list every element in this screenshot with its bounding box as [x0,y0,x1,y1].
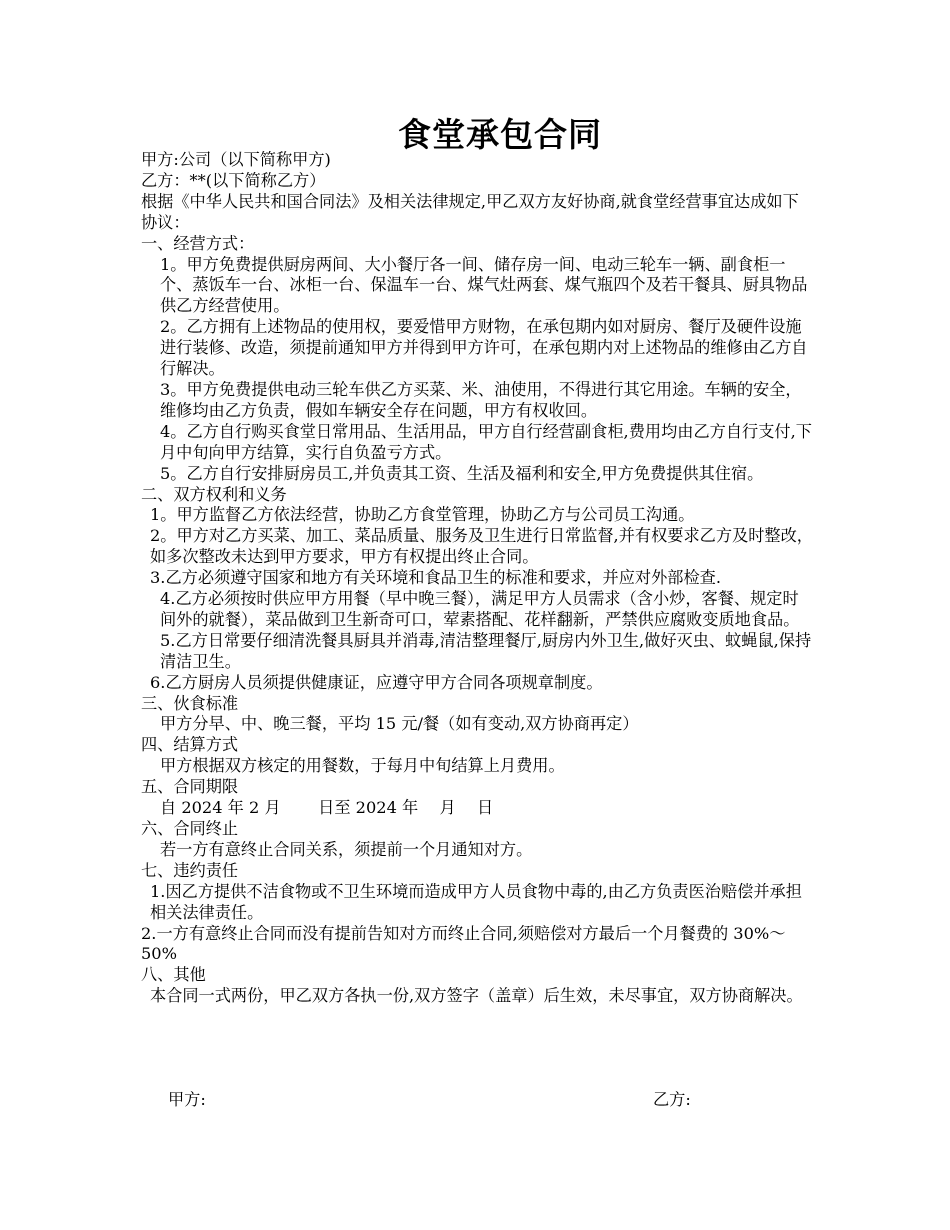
clause: 本合同一式两份，甲乙双方各执一份,双方签字（盖章）后生效，未尽事宜，双方协商解决。 [150,986,803,1006]
clause: 4.乙方必须按时供应甲方用餐（早中晚三餐），满足甲方人员需求（含小炒，客餐、规定时间外的就餐），菜品做到卫生新奇可口，荤素搭配、花样翻新，严禁供应腐败变质地食品。 [160,589,800,629]
party-a-line: 甲方:公司（以下简称甲方) [141,150,331,169]
section-heading: 五、合同期限 [141,777,239,797]
clause: 甲方根据双方核定的用餐数，于每月中旬结算上月费用。 [160,756,565,776]
clause: 6.乙方厨房人员须提供健康证，应遵守甲方合同各项规章制度。 [150,672,603,692]
section-heading: 二、双方权利和义务 [141,484,287,504]
clause: 5.乙方日常要仔细清洗餐具厨具并消毒,清洁整理餐厅,厨房内外卫生,做好灭虫、蚊蝇鼠,保持清洁卫生。 [160,630,812,671]
clause: 若一方有意终止合同关系，须提前一个月通知对方。 [160,839,533,859]
section-heading: 八、其他 [141,965,206,985]
clause: 1。甲方监督乙方依法经营，协助乙方食堂管理，协助乙方与公司员工沟通。 [150,505,695,525]
clause: 2。乙方拥有上述物品的使用权，要爱惜甲方财物，在承包期内如对厨房、餐厅及硬件设施进行装修、改造，须提前通知甲方并得到甲方许可，在承包期内对上述物品的维修由乙方自行解决。 [160,317,808,379]
preamble: 根据《中华人民共和国合同法》及相关法律规定,甲乙双方友好协商,就食堂经营事宜达成如下协议： [141,191,799,232]
clause: 2.一方有意终止合同而没有提前告知对方而终止合同,须赔偿对方最后一个月餐费的 30%～50% [141,923,786,964]
party-b-line: 乙方：**(以下简称乙方） [141,170,326,190]
section-heading: 七、违约责任 [141,860,239,880]
section-heading: 三、伙食标准 [141,693,239,713]
clause: 1.因乙方提供不洁食物或不卫生环境而造成甲方人员食物中毒的,由乙方负责医治赔偿并承担相关法律责任。 [150,881,802,922]
clause: 甲方分早、中、晚三餐，平均 15 元/餐（如有变动,双方协商再定） [160,714,639,734]
signature-party-b: 乙方: [653,1090,691,1109]
clause: 3。甲方免费提供电动三轮车供乙方买菜、米、油使用，不得进行其它用途。车辆的安全，维修均由乙方负责，假如车辆安全存在问题，甲方有权收回。 [160,379,802,420]
clause: 2。甲方对乙方买菜、加工、菜品质量、服务及卫生进行日常监督,并有权要求乙方及时整改，如多次整改未达到甲方要求，甲方有权提出终止合同。 [150,526,813,567]
signature-party-a: 甲方: [168,1090,206,1109]
clause: 1。甲方免费提供厨房两间、大小餐厅各一间、储存房一间、电动三轮车一辆、副食柜一个、蒸饭车一台、冰柜一台、保温车一台、煤气灶两套、煤气瓶四个及若干餐具、厨具物品供乙方经营使用。 [160,254,808,316]
clause: 5。乙方自行安排厨房员工,并负责其工资、生活及福利和安全,甲方免费提供其住宿。 [160,463,764,483]
clause: 自 2024 年 2 月 日至 2024 年 月 日 [160,798,494,818]
contract-body [141,150,813,1007]
clause: 4。乙方自行购买食堂日常用品、生活用品，甲方自行经营副食柜,费用均由乙方自行支付,下月中旬向甲方结算，实行自负盈亏方式。 [160,421,812,462]
document-title: 食堂承包合同 [398,115,602,154]
section-heading: 四、结算方式 [141,735,239,755]
section-heading: 一、经营方式： [141,233,255,253]
section-heading: 六、合同终止 [141,819,239,838]
clause: 3.乙方必须遵守国家和地方有关环境和食品卫生的标准和要求，并应对外部检查. [150,568,721,588]
